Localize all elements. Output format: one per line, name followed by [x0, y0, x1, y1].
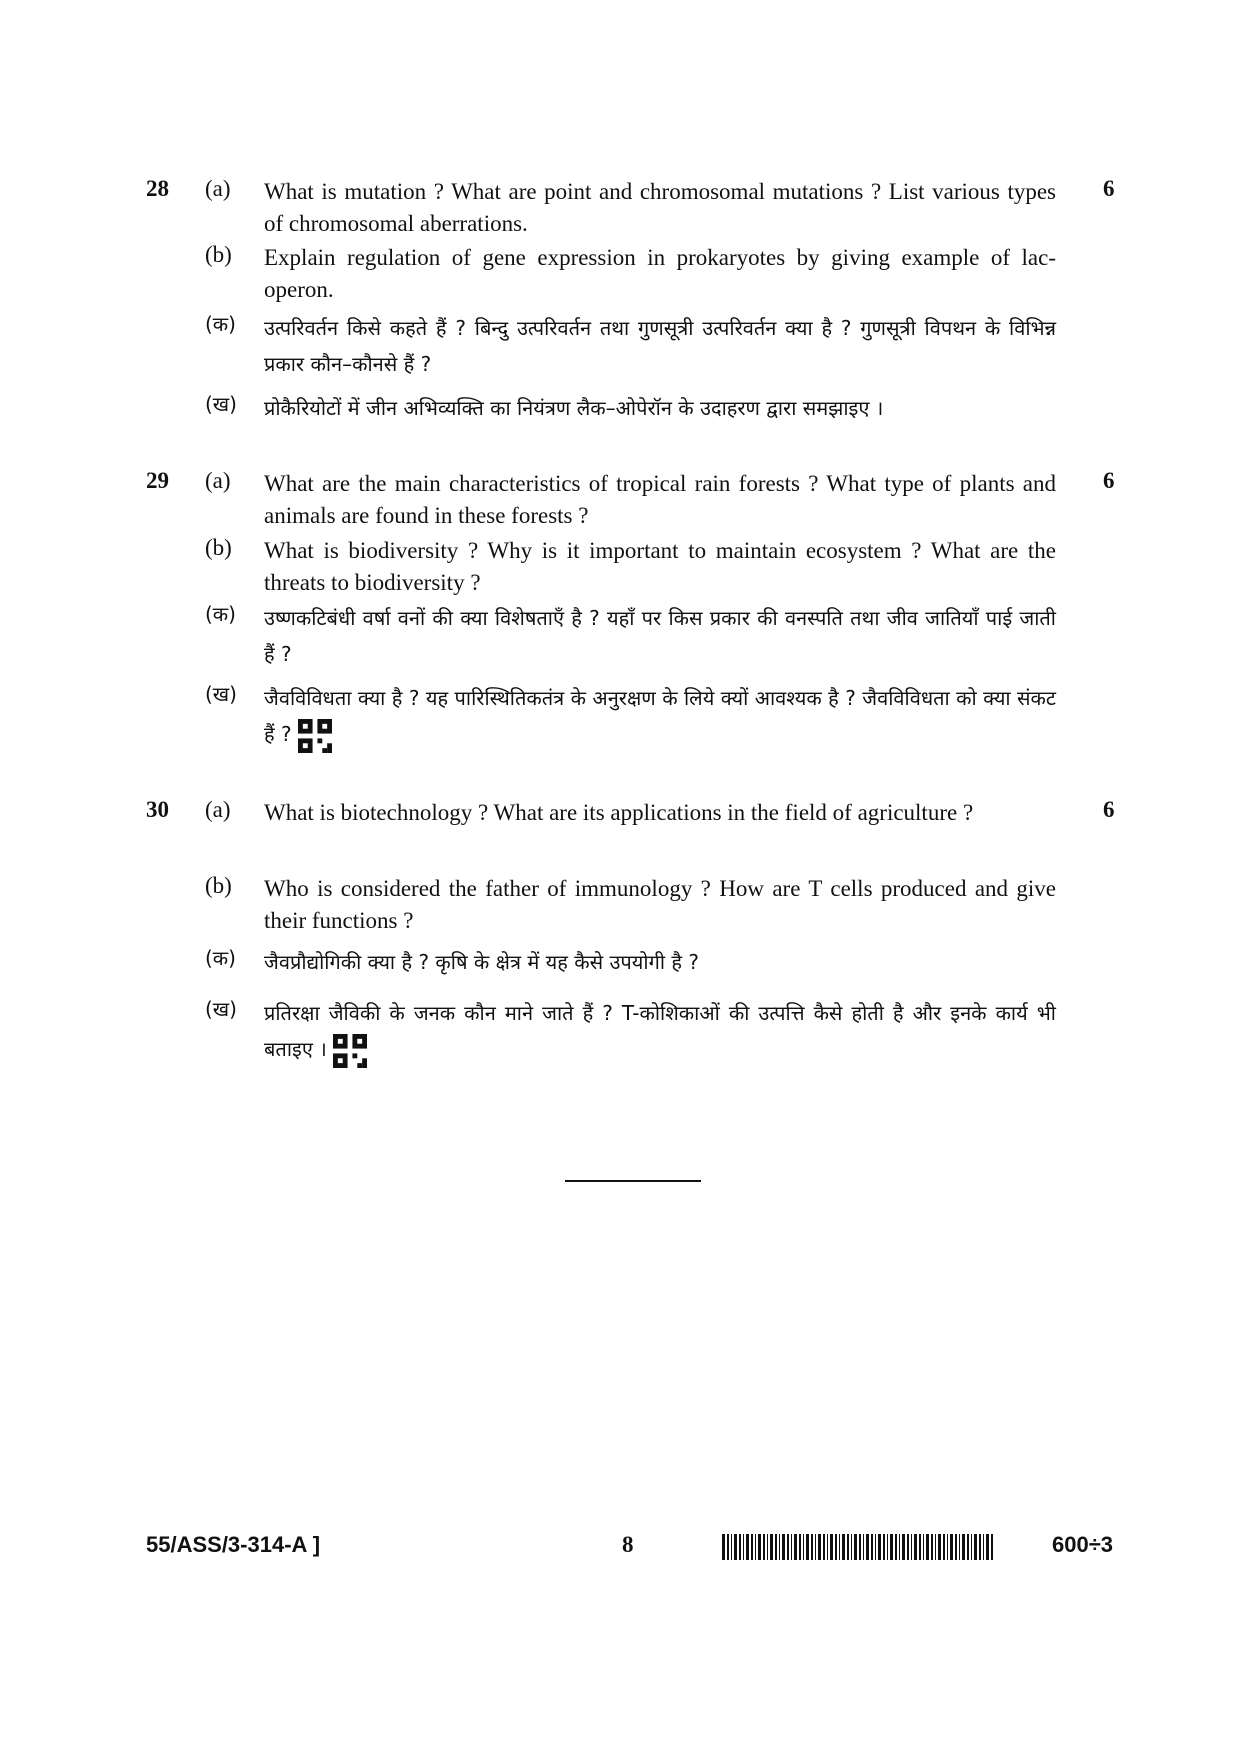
part-text: Explain regulation of gene expression in prokaryotes by giving example of lac-operon.	[264, 245, 1056, 302]
question-marks: 6	[1103, 468, 1115, 493]
part-label: (ख)	[205, 392, 237, 416]
barcode-icon	[722, 1534, 994, 1560]
part-text: Who is considered the father of immunology ? How are T cells produced and give their functions ?	[264, 876, 1056, 933]
part-label: (b)	[205, 873, 232, 898]
part-label: (क)	[205, 312, 236, 336]
part-text: उष्णकटिबंधी वर्षा वनों की क्या विशेषताएँ है ? यहाँ पर किस प्रकार की वनस्पति तथा जीव जातियाँ पाई जाती हैं ?	[264, 606, 1056, 666]
qr-code-icon	[298, 719, 332, 753]
part-label: (a)	[205, 468, 231, 493]
part-label: (b)	[205, 535, 232, 560]
part-text: जैवविविधता क्या है ? यह पारिस्थितिकतंत्र के अनुरक्षण के लिये क्यों आवश्यक है ? जैवविविधता को क्या संकट हैं ?	[264, 686, 1056, 746]
question-marks: 6	[1103, 176, 1115, 201]
part-label: (b)	[205, 242, 232, 267]
part-text: प्रोकैरियोटों में जीन अभिव्यक्ति का नियंत्रण लैक–ओपेरॉन के उदाहरण द्वारा समझाइए ।	[264, 396, 884, 420]
question-number: 30	[146, 797, 169, 822]
part-text: जैवप्रौद्योगिकी क्या है ? कृषि के क्षेत्र में यह कैसे उपयोगी है ?	[264, 950, 699, 974]
question-number: 28	[146, 176, 169, 201]
part-label: (a)	[205, 176, 231, 201]
part-text: उत्परिवर्तन किसे कहते हैं ? बिन्दु उत्परिवर्तन तथा गुणसूत्री उत्परिवर्तन क्या है ? गुणसूत्री विपथन के विभिन्न प्रकार कौन–कौनसे हैं ?	[264, 316, 1056, 376]
part-text: What is biodiversity ? Why is it important to maintain ecosystem ? What are the threats to biodiversity ?	[264, 538, 1056, 595]
part-text: What are the main characteristics of tropical rain forests ? What type of plants and animals are found in these forests ?	[264, 471, 1056, 528]
qr-code-icon	[333, 1034, 367, 1068]
part-text: प्रतिरक्षा जैविकी के जनक कौन माने जाते हैं ? T-कोशिकाओं की उत्पत्ति कैसे होती है और इनके कार्य भी बताइए ।	[264, 1001, 1056, 1061]
paper-code: 55/ASS/3-314-A ]	[146, 1532, 321, 1557]
part-label: (क)	[205, 602, 236, 626]
part-label: (a)	[205, 797, 231, 822]
page-number: 8	[622, 1532, 634, 1557]
part-text: What is biotechnology ? What are its applications in the field of agriculture ?	[264, 800, 974, 825]
part-label: (ख)	[205, 682, 237, 706]
section-end-rule	[565, 1180, 701, 1182]
part-label: (क)	[205, 946, 236, 970]
part-label: (ख)	[205, 997, 237, 1021]
question-marks: 6	[1103, 797, 1115, 822]
part-text: What is mutation ? What are point and chromosomal mutations ? List various types of chromosomal aberrations.	[264, 179, 1056, 236]
question-number: 29	[146, 468, 169, 493]
print-code: 600÷3	[1052, 1532, 1114, 1557]
